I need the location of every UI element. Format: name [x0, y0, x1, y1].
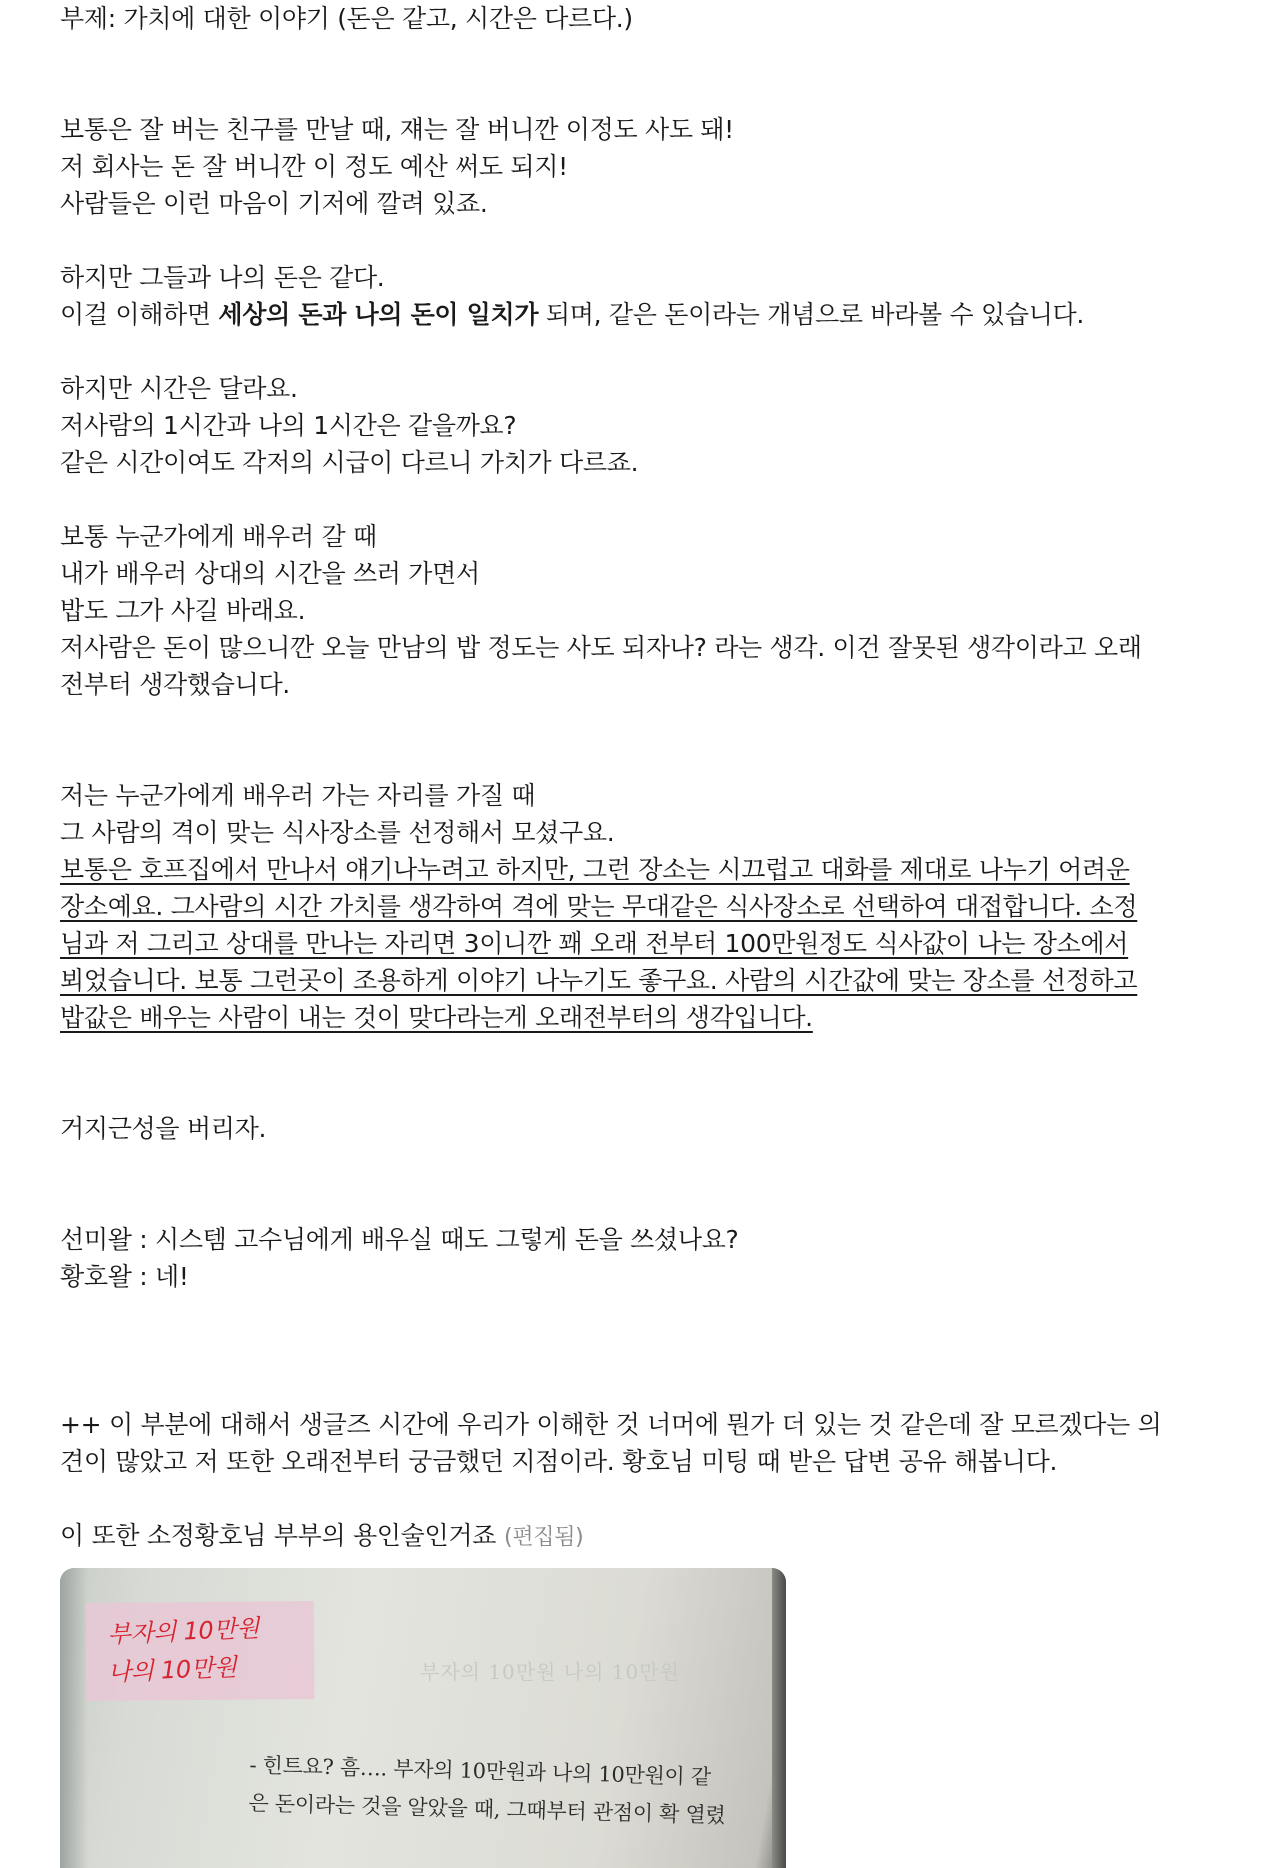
faded-heading: 부자의 10만원 나의 10만원 [420, 1660, 680, 1684]
text-line: 밥도 그가 사길 바래요. [60, 596, 306, 625]
edited-tag: (편집됨) [504, 1525, 584, 1550]
underlined-line: 밥값은 배우는 사람이 내는 것이 맞다라는게 오래전부터의 생각입니다. [60, 1003, 813, 1032]
book-line: 은 돈이라는 것을 알았을 때, 그때부터 관점이 확 열렸 [248, 1790, 726, 1828]
text-line: 내가 배우러 상대의 시간을 쓰러 가면서 [60, 559, 480, 588]
text-line: 보통은 잘 버는 친구를 만날 때, 쟤는 잘 버니깐 이정도 사도 돼! [60, 115, 734, 144]
paragraph-learning [60, 518, 1268, 703]
text-line: 사람들은 이런 마음이 기저에 깔려 있죠. [60, 189, 488, 218]
book-edge [772, 1568, 786, 1868]
attached-photo[interactable] [60, 1568, 786, 1868]
page-shadow [60, 1568, 88, 1868]
dialog-line: 황호왈 : 네! [60, 1262, 189, 1291]
book-line: - 힌트요? 흠…. 부자의 10만원과 나의 10만원이 같 [249, 1752, 712, 1790]
text-segment: 이걸 이해하면 [60, 300, 219, 329]
underlined-line: 님과 저 그리고 상대를 만나는 자리면 3이니깐 꽤 오래 전부터 100만원정도 식사값이 나는 장소에서 [60, 929, 1129, 958]
text-line: 견이 많았고 저 또한 오래전부터 궁금했던 지점이라. 황호님 미팅 때 받은 답변 공유 해봅니다. [60, 1447, 1058, 1476]
underlined-line: 장소예요. 그사람의 시간 가치를 생각하여 격에 맞는 무대같은 식사장소로 선택하여 대접합니다. 소정 [60, 892, 1138, 921]
post-subtitle: 부제: 가치에 대한 이야기 (돈은 같고, 시간은 다르다.) [60, 4, 633, 33]
paragraph-motto: 거지근성을 버리자. [60, 1114, 267, 1143]
paragraph-money-same [60, 259, 1268, 333]
paragraph-my-approach [60, 777, 1268, 1036]
text-line: 저 회사는 돈 잘 버니깐 이 정도 예산 써도 되지! [60, 152, 568, 181]
paragraph-dialog [60, 1221, 1268, 1295]
text-line: 전부터 생각했습니다. [60, 670, 290, 699]
dialog-line: 선미왈 : 시스템 고수님에게 배우실 때도 그렇게 돈을 쓰셨나요? [60, 1225, 739, 1254]
paragraph-time-differs [60, 370, 1268, 481]
underlined-line: 뵈었습니다. 보통 그런곳이 조용하게 이야기 나누기도 좋구요. 사람의 시간값에 맞는 장소를 선정하고 [60, 966, 1138, 995]
text-line-mixed [60, 296, 1268, 333]
text-line: 하지만 그들과 나의 돈은 같다. [60, 263, 385, 292]
book-excerpt [248, 1746, 727, 1834]
text-line: 저사람은 돈이 많으니깐 오늘 만남의 밥 정도는 사도 되자나? 라는 생각. 이건 잘못된 생각이라고 오래 [60, 633, 1142, 662]
paragraph-closing [60, 1517, 1268, 1556]
handwritten-line: 나의 10만원 [107, 1653, 238, 1687]
text-line: 같은 시간이여도 각저의 시급이 다르니 가치가 다르죠. [60, 448, 639, 477]
text-line: 보통 누군가에게 배우러 갈 때 [60, 522, 377, 551]
underlined-line: 보통은 호프집에서 만나서 얘기나누려고 하지만, 그런 장소는 시끄럽고 대화를 제대로 나누기 어려운 [60, 855, 1130, 884]
paragraph-rich-friend [60, 111, 1268, 222]
closing-text: 이 또한 소정황호님 부부의 용인술인거죠 [60, 1521, 497, 1550]
text-line: 저는 누군가에게 배우러 가는 자리를 가질 때 [60, 781, 536, 810]
handwritten-line: 부자의 10만원 [106, 1614, 260, 1649]
text-segment: 되며, 같은 돈이라는 개념으로 바라볼 수 있습니다. [538, 300, 1085, 329]
text-line: ++ 이 부분에 대해서 생글즈 시간에 우리가 이해한 것 너머에 뭔가 더 있는 것 같은데 잘 모르겠다는 의 [60, 1410, 1162, 1439]
text-line: 그 사람의 격이 맞는 식사장소를 선정해서 모셨구요. [60, 818, 615, 847]
text-line: 저사람의 1시간과 나의 1시간은 같을까요? [60, 411, 517, 440]
handwritten-note [104, 1609, 305, 1695]
paragraph-addendum [60, 1406, 1268, 1480]
sticky-note [86, 1601, 315, 1701]
text-line: 하지만 시간은 달라요. [60, 374, 298, 403]
bold-phrase: 세상의 돈과 나의 돈이 일치가 [218, 300, 539, 329]
